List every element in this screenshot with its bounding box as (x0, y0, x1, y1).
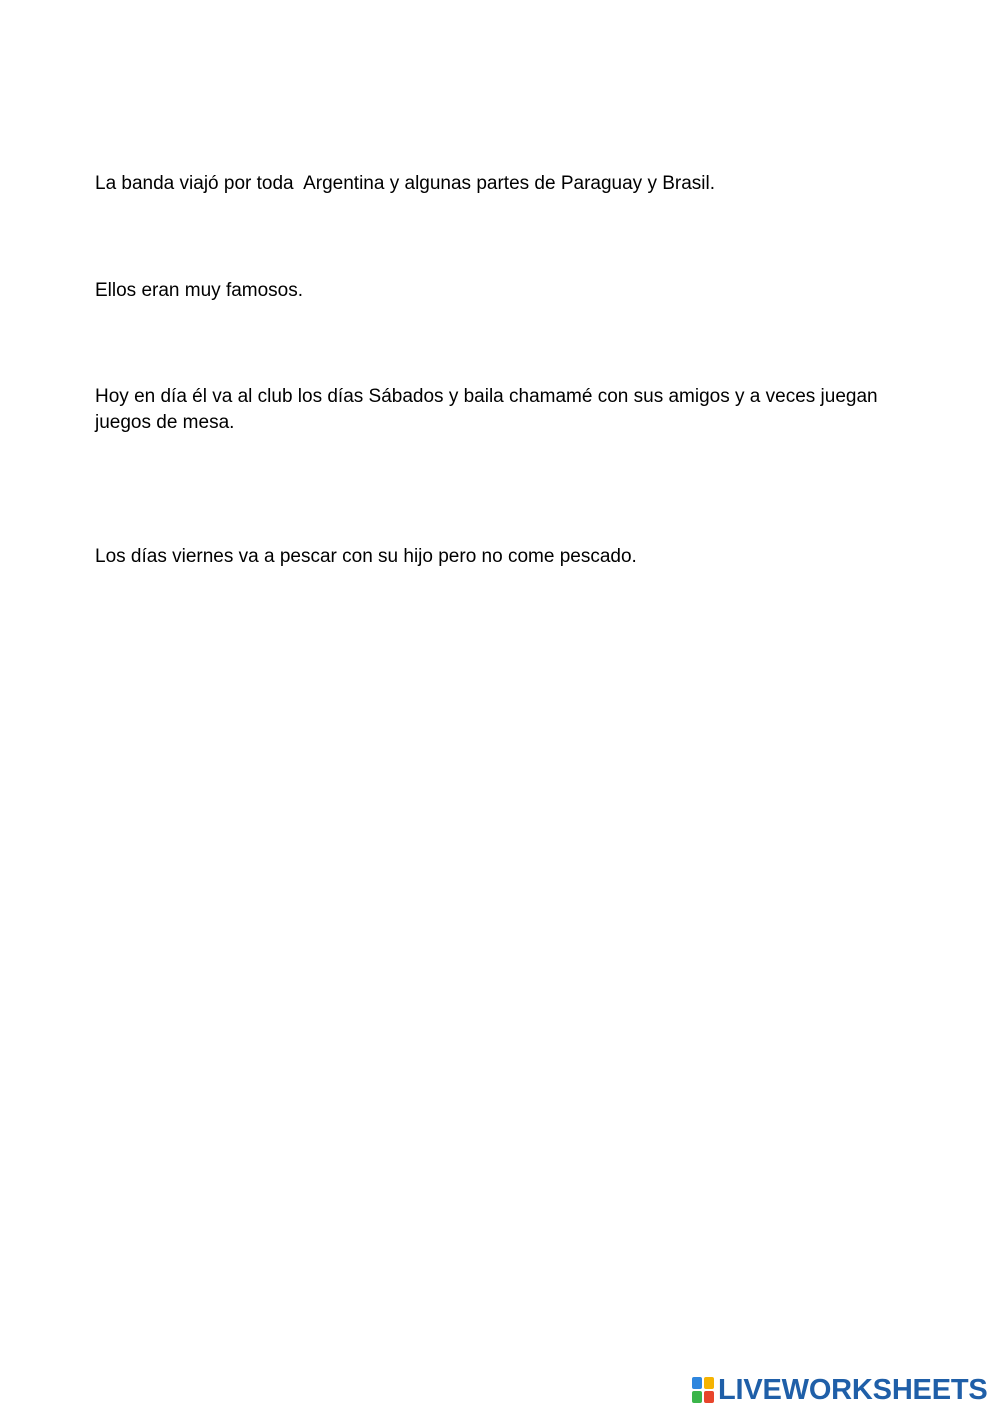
liveworksheets-logo-icon (692, 1377, 714, 1403)
paragraph-2: Ellos eran muy famosos. (95, 280, 304, 301)
liveworksheets-logo (692, 1375, 988, 1405)
paragraph-4: Los días viernes va a pescar con su hijo pero no come pescado. (95, 546, 637, 567)
paragraph-1: La banda viajó por toda Argentina y algunas partes de Paraguay y Brasil. (95, 173, 716, 194)
logo-text: LIVEWORKSHEETS (718, 1374, 988, 1406)
paragraph-3: Hoy en día él va al club los días Sábados y baila chamamé con sus amigos y a veces juegan juegos de mesa. (95, 386, 883, 433)
